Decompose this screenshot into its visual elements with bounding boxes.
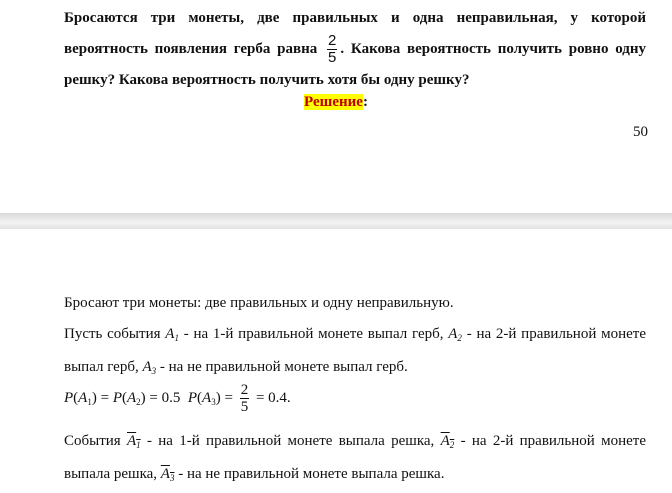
event-not-a3-text: - на не правильной монете выпала решка. [178,466,445,482]
document-page-1 [0,0,672,213]
events-tails-paragraph [64,427,646,493]
event-not-a1-text: - на 1-й правильной монете выпала решка, [146,433,441,449]
page-gap [0,213,672,229]
probability-formula: $P(A_1) = P(A_2) = 0.5$ $P(A_3)$ = $\frac{2}{5}$ = 0.4. [64,382,291,415]
event-a2: $A_2$ [448,326,462,343]
events-heads-lead: Пусть события [64,326,166,342]
formula-fraction: $\frac{2}{5}$ [240,382,249,415]
document-page-2 [0,229,672,493]
event-a3: $A_3$ [142,359,157,376]
intro-paragraph: Бросают три монеты: две правильных и одну неправильную. [64,295,454,311]
fraction-numerator: 2 [328,32,337,49]
page-number: 50 [633,124,648,140]
events-tails-lead: События [64,433,127,449]
events-heads-paragraph [64,320,646,386]
event-a1-text: - на 1-й правильной монете выпал герб, [183,326,449,342]
event-not-a2: $A_2$ [440,433,455,450]
formula-result: 0.4 [268,389,287,406]
event-not-a2-text: - на 2-й правильной монете выпала решка, [64,433,647,482]
solution-heading [0,93,672,111]
event-not-a3: $A_3$ [160,466,175,483]
event-a2-text: - на 2-й правильной монете выпал герб, [64,326,646,375]
event-a3-text: - на не правильной монете выпал герб. [159,359,408,375]
probability-fraction [327,33,337,66]
problem-statement [64,4,646,95]
problem-text-part1: Бросаются три монеты, две правильных и одна неправильная, у которой вероятность появления герба равна [64,10,646,57]
event-a1: $A_1$ [165,326,179,343]
fraction-denominator: 5 [328,49,337,66]
solution-label: Решение [304,94,363,110]
problem-text-part2: . Какова вероятность получить ровно одну решку? Какова вероятность получить хотя бы одну решку? [64,40,647,88]
formula-half: 0.5 [161,389,181,406]
solution-colon: : [362,94,368,110]
event-not-a1: $A_1$ [127,433,141,450]
